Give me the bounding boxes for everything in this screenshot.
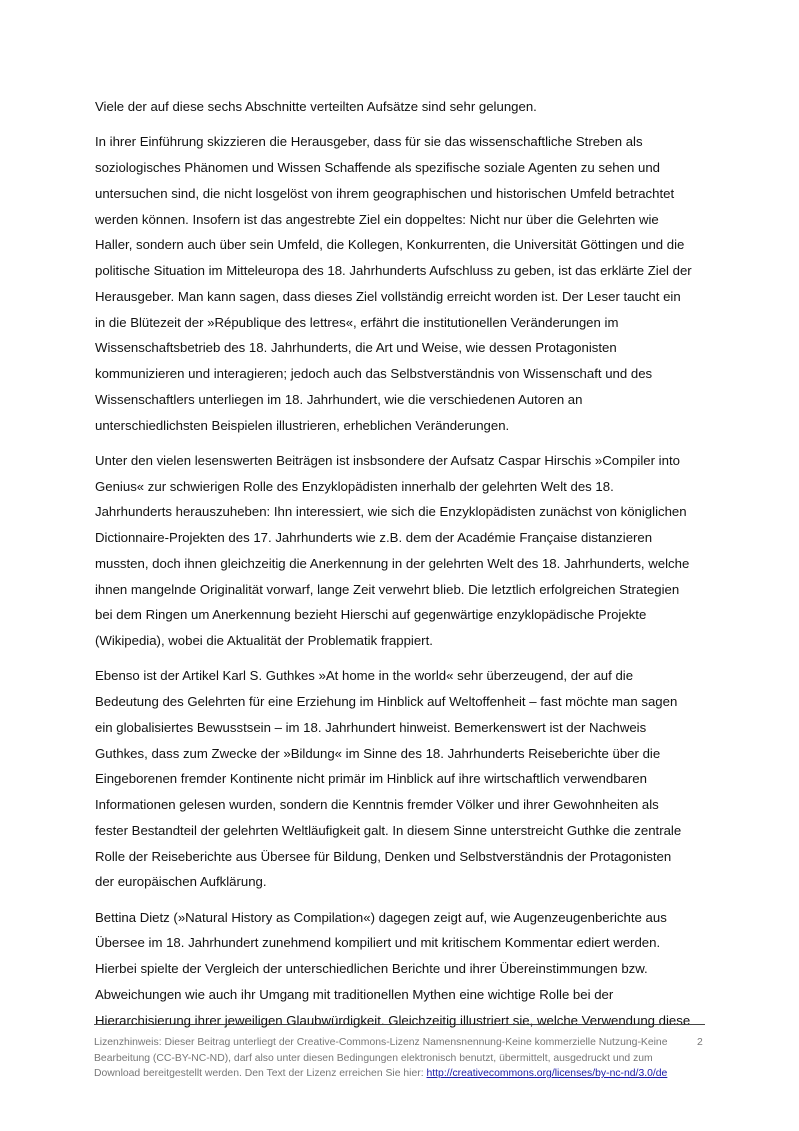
text-line: Genius« zur schwierigen Rolle des Enzyklopädisten innerhalb der gelehrten Welt des 18. bbox=[95, 478, 614, 494]
text-line: ihnen mangelnde Originalität vorwarf, lange Zeit verwehrt blieb. Die letztlich erfolgreichen Strategien bbox=[95, 581, 680, 597]
text-line: bei dem Ringen um Anerkennung bezieht Hierschi auf gegenwärtige enzyklopädische Projekte bbox=[95, 607, 647, 623]
article-body bbox=[95, 94, 720, 1043]
paragraph-introduction-summary bbox=[95, 129, 720, 438]
text-line: politische Situation im Mitteleuropa des 18. Jahrhunderts Aufschluss zu geben, ist das erklärte Ziel der bbox=[95, 263, 692, 278]
paragraph-intro bbox=[95, 94, 720, 120]
text-line: Guthkes, dass zum Zwecke der »Bildung« im Sinne des 18. Jahrhunderts Reiseberichte über die bbox=[95, 745, 661, 761]
text-line: Unter den vielen lesenswerten Beiträgen ist insbsondere der Aufsatz Caspar Hirschis »Compiler into bbox=[95, 452, 680, 468]
text-line: mussten, doch ihnen gleichzeitig die Anerkennung in der gelehrten Welt des 18. Jahrhunderts, welche bbox=[95, 555, 690, 571]
text-line: soziologisches Phänomen und Wissen Schaffende als spezifische soziale Agenten zu sehen und bbox=[95, 160, 660, 175]
text-line: Bettina Dietz (»Natural History as Compilation«) dagegen zeigt auf, wie Augenzeugenberichte aus bbox=[95, 909, 667, 925]
license-notice-text: Download bereitgestellt werden. Den Text der Lizenz erreichen Sie hier: bbox=[94, 1068, 427, 1079]
text-line: in die Blütezeit der »République des lettres«, erfährt die institutionellen Veränderungen im bbox=[95, 314, 619, 330]
license-notice-line bbox=[94, 1066, 694, 1082]
text-line: Hierbei spielte der Vergleich der unterschiedlichen Berichte und ihrer Übereinstimmungen bzw. bbox=[95, 961, 648, 976]
paragraph-guthke bbox=[95, 663, 720, 895]
paragraph-dietz bbox=[95, 905, 720, 1034]
page-number: 2 bbox=[697, 1037, 703, 1048]
text-line: Übersee im 18. Jahrhundert zunehmend kompiliert und mit kritischem Kommentar ediert werden. bbox=[95, 935, 661, 951]
paragraph-hirschi bbox=[95, 448, 720, 654]
text-line: unterschiedlichsten Beispielen illustrieren, erheblichen Veränderungen. bbox=[95, 417, 510, 433]
text-line: Wissenschaftsbetrieb des 18. Jahrhunderts, die Art und Weise, wie dessen Protagonisten bbox=[95, 340, 617, 356]
text-line: (Wikipedia), wobei die Aktualität der Problematik frappiert. bbox=[95, 633, 433, 648]
text-line: Bedeutung des Gelehrten für eine Erziehung im Hinblick auf Weltoffenheit – fast möchte man sagen bbox=[95, 694, 678, 709]
license-link[interactable]: http://creativecommons.org/licenses/by-nc-nd/3.0/de bbox=[426, 1068, 668, 1079]
license-notice-line: Bearbeitung (CC-BY-NC-ND), darf also unter diesen Bedingungen elektronisch benutzt, übermittelt, ausgedruckt und zum bbox=[94, 1052, 653, 1064]
text-line: Eingeborenen fremder Kontinente nicht primär im Hinblick auf ihre wirtschaftlich verwendbaren bbox=[95, 771, 647, 787]
text-line: Dictionnaire-Projekten des 17. Jahrhunderts wie z.B. dem der Académie Française distanzieren bbox=[95, 530, 653, 545]
text-line: Rolle der Reiseberichte aus Übersee für Bildung, Denken und Selbstverständnis der Protagonisten bbox=[95, 848, 672, 864]
license-notice-line: Lizenzhinweis: Dieser Beitrag unterliegt der Creative-Commons-Lizenz Namensnennung-Keine kommerzielle Nutzung-Keine bbox=[94, 1037, 668, 1048]
text-line: Informationen gelesen wurden, sondern die Kenntnis fremder Völker und ihrer Gewohnheiten als bbox=[95, 797, 659, 812]
text-line: ein globalisiertes Bewusstsein – im 18. Jahrhundert hinweist. Bemerkenswert ist der Nachweis bbox=[95, 719, 647, 735]
text-line: Hierarchisierung ihrer jeweiligen Glaubwürdigkeit. Gleichzeitig illustriert sie, welche Verwendung diese bbox=[95, 1012, 691, 1028]
text-line: fester Bestandteil der gelehrten Weltläufigkeit galt. In diesem Sinne unterstreicht Guthke die zentrale bbox=[95, 822, 682, 838]
text-line: In ihrer Einführung skizzieren die Herausgeber, dass für sie das wissenschaftliche Streben als bbox=[95, 134, 643, 150]
license-footer bbox=[94, 1035, 694, 1082]
footer-divider bbox=[94, 1024, 705, 1025]
text-line: Ebenso ist der Artikel Karl S. Guthkes »At home in the world« sehr überzeugend, der auf die bbox=[95, 668, 634, 684]
text-line: Jahrhunderts herauszuheben: Ihn interessiert, wie sich die Enzyklopädisten zunächst von königlichen bbox=[95, 504, 687, 520]
text-line: werden können. Insofern ist das angestrebte Ziel ein doppeltes: Nicht nur über die Gelehrten wie bbox=[95, 211, 659, 227]
text-line: Viele der auf diese sechs Abschnitte verteilten Aufsätze sind sehr gelungen. bbox=[95, 99, 537, 114]
text-line: der europäischen Aufklärung. bbox=[95, 874, 267, 890]
text-line: Wissenschaftlers unterliegen im 18. Jahrhundert, wie die verschiedenen Autoren an bbox=[95, 391, 583, 407]
text-line: Haller, sondern auch über sein Umfeld, die Kollegen, Konkurrenten, die Universität Göttingen und die bbox=[95, 237, 685, 253]
text-line: untersuchen sind, die nicht losgelöst von ihrem geographischen und historischen Umfeld betrachtet bbox=[95, 185, 675, 201]
text-line: Abweichungen wie auch ihr Umgang mit traditionellen Mythen eine wichtige Rolle bei der bbox=[95, 986, 614, 1002]
text-line: kommunizieren und interagieren; jedoch auch das Selbstverständnis von Wissenschaft und des bbox=[95, 366, 653, 381]
text-line: Herausgeber. Man kann sagen, dass dieses Ziel vollständig erreicht worden ist. Der Leser taucht ein bbox=[95, 288, 681, 304]
